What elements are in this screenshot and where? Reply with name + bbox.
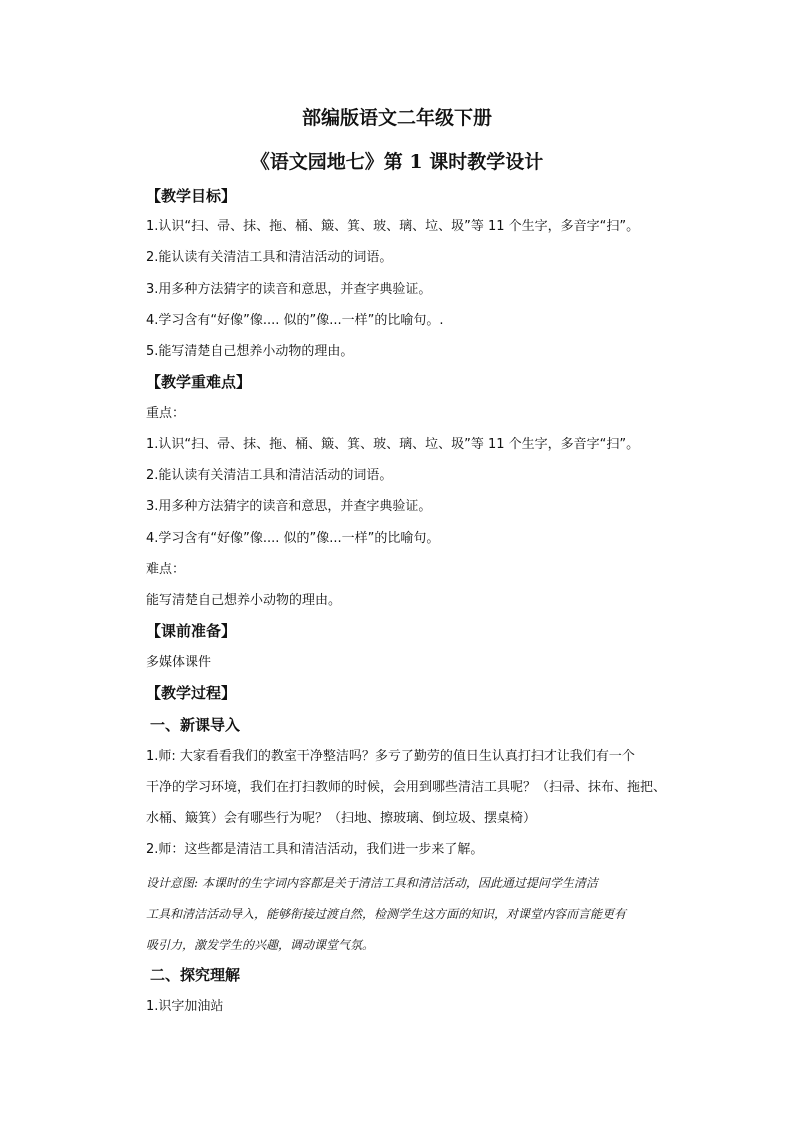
section-heading-process: 【教学过程】: [146, 684, 237, 702]
design-intent-line: 吸引力，激发学生的兴趣，调动课堂气氛。: [146, 938, 375, 952]
difficulty-label: 难点：: [146, 562, 186, 577]
process-part2-item: 1.识字加油站: [146, 999, 224, 1014]
document-title-line1: 部编版语文二年级下册: [301, 107, 492, 129]
key-point-item: 2.能认读有关清洁工具和清洁活动的词语。: [146, 468, 393, 483]
document-title-line2: 《语文园地七》第 1 课时教学设计: [250, 151, 544, 173]
process-paragraph-line: 干净的学习环境，我们在打扫教师的时候，会用到哪些清洁工具呢？（扫帚、抹布、拖把、: [146, 780, 667, 795]
section-heading-objectives: 【教学目标】: [146, 187, 237, 205]
objective-item: 4.学习含有“好像”像.... 似的”像...一样”的比喻句。.: [146, 313, 444, 328]
process-paragraph-line: 1.师: 大家看看我们的教室干净整洁吗？多亏了勤劳的值日生认真打扫才让我们有一个: [146, 749, 635, 764]
key-point-item: 4.学习含有“好像”像.... 似的”像...一样”的比喻句。: [146, 531, 440, 546]
design-intent-line: 工具和清洁活动导入，能够衔接过渡自然，检测学生这方面的知识，对课堂内容而言能更有: [146, 907, 627, 921]
key-point-item: 1.认识“扫、帚、抹、拖、桶、簸、箕、玻、璃、垃、圾”等 11 个生字，多音字“扫”。: [146, 437, 640, 452]
section-heading-preparation: 【课前准备】: [146, 622, 237, 640]
objective-item: 3.用多种方法猜字的读音和意思，并查字典验证。: [146, 282, 432, 297]
difficulty-text: 能写清楚自己想养小动物的理由。: [146, 593, 342, 608]
objective-item: 1.认识“扫、帚、抹、拖、桶、簸、箕、玻、璃、垃、圾”等 11 个生字，多音字“扫”。: [146, 219, 640, 234]
process-part1-heading: 一、新课导入: [150, 716, 241, 734]
objective-item: 5.能写清楚自己想养小动物的理由。: [146, 344, 354, 359]
process-part2-heading: 二、探究理解: [150, 966, 241, 984]
key-point-item: 3.用多种方法猜字的读音和意思，并查字典验证。: [146, 499, 432, 514]
objective-item: 2.能认读有关清洁工具和清洁活动的词语。: [146, 250, 393, 265]
design-intent-line: 设计意图: 本课时的生字词内容都是关于清洁工具和清洁活动，因此通过提问学生清洁: [146, 876, 598, 890]
process-paragraph-line: 水桶、簸箕）会有哪些行为呢？（扫地、擦玻璃、倒垃圾、摆桌椅）: [146, 811, 537, 826]
preparation-text: 多媒体课件: [146, 655, 212, 670]
key-points-label: 重点：: [146, 406, 186, 421]
section-heading-key-points: 【教学重难点】: [146, 373, 252, 391]
process-paragraph-line: 2.师：这些都是清洁工具和清洁活动，我们进一步来了解。: [146, 842, 484, 857]
